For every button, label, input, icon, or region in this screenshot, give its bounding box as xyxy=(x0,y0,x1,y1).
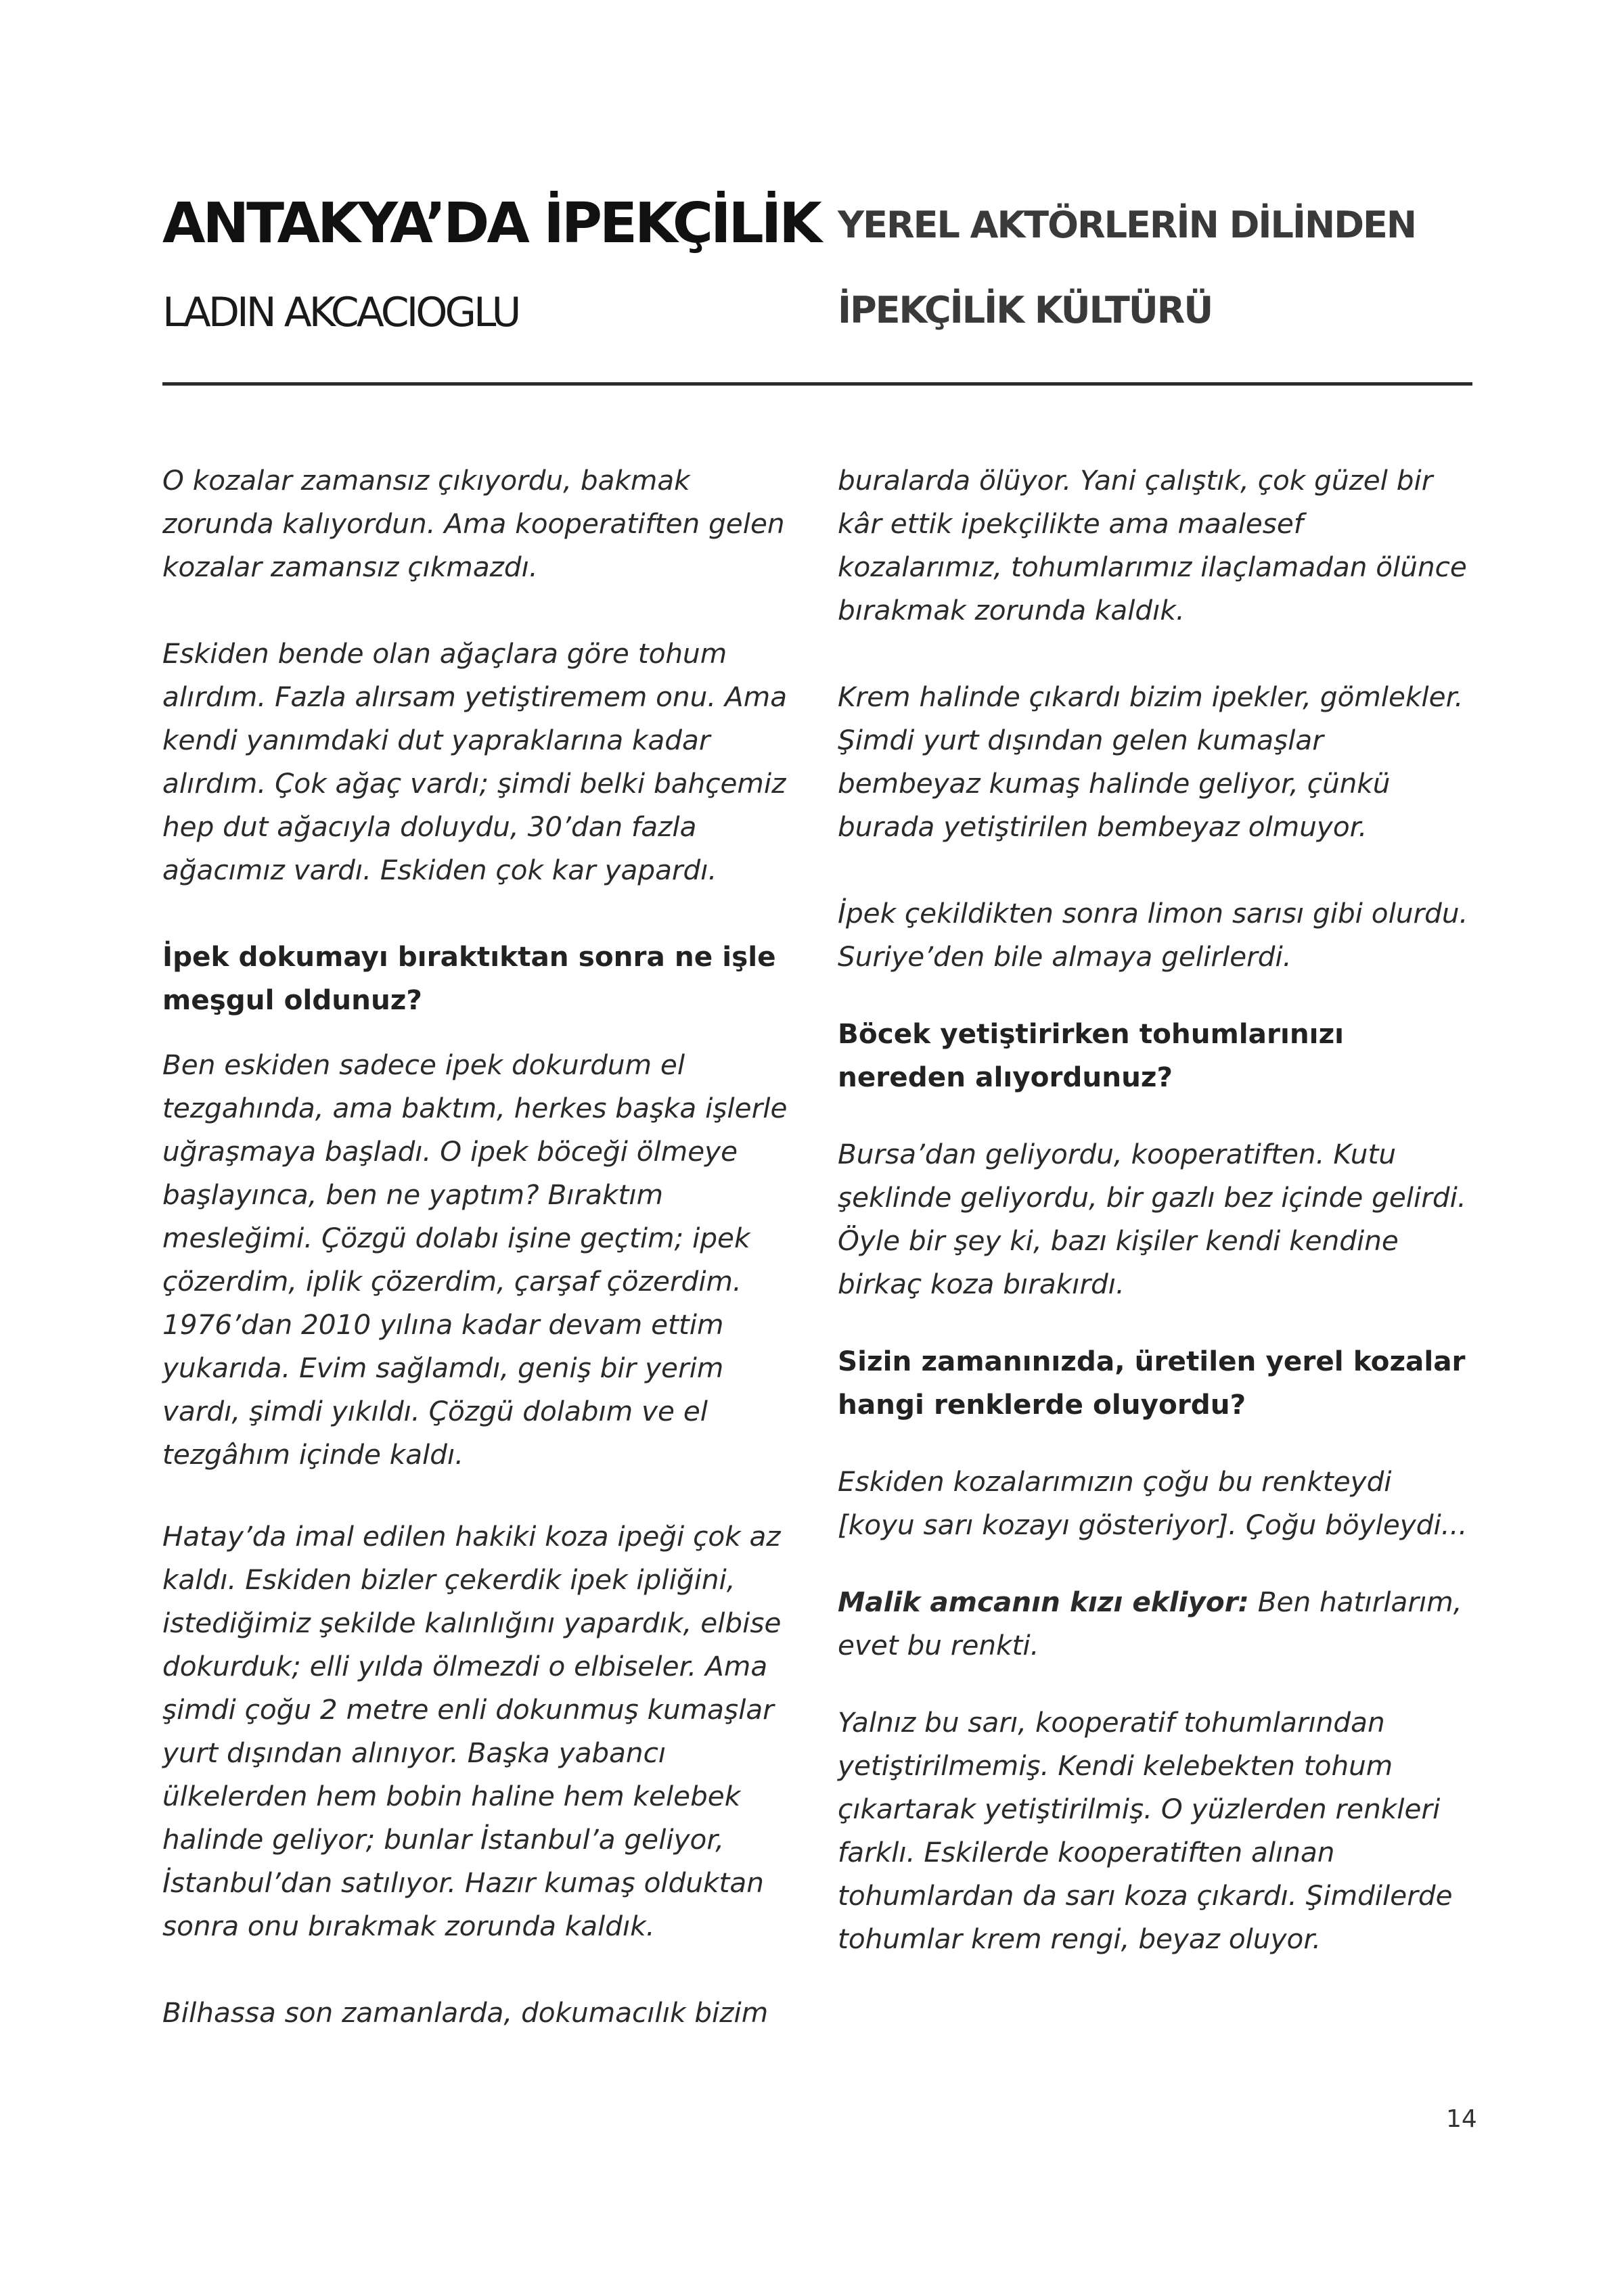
paragraph: Eskiden bende olan ağaçlara göre tohum alırdım. Fazla alırsam yetiştiremem onu. Ama kendi yanımdaki dut yapraklarına kadar alırdım. Çok ağaç vardı; şimdi belki bahçemiz hep dut ağacıyla doluydu, 30’dan fazla ağacımız vardı. Eskiden çok kar yapardı. xyxy=(162,637,788,886)
speaker-label: Malik amcanın kızı ekliyor: xyxy=(838,1586,1249,1618)
section-subtitle-line-1: YEREL AKTÖRLERİN DİLİNDEN xyxy=(838,204,1416,246)
interview-question: Böcek yetiştirirken tohumlarınızı nereden alıyordunuz? xyxy=(838,1017,1345,1093)
section-subtitle-line-2: İPEKÇİLİK KÜLTÜRÜ xyxy=(838,289,1213,331)
paragraph: Yalnız bu sarı, kooperatif tohumlarından yetiştirilmemiş. Kendi kelebekten tohum çıkartarak yetiştirilmiş. O yüzlerden renkleri farklı. Eskilerde kooperatiften alınan tohumlardan da sarı koza çıkardı. Şimdilerde tohumlar krem rengi, beyaz oluyor. xyxy=(838,1706,1453,1955)
page-number: 14 xyxy=(1446,2105,1477,2133)
paragraph: Bursa’dan geliyordu, kooperatiften. Kutu şeklinde geliyordu, bir gazlı bez içinde gelirdi. Öyle bir şey ki, bazı kişiler kendi kendine birkaç koza bırakırdı. xyxy=(838,1138,1466,1300)
speaker-text: Ben hatırlarım, evet bu renkti. xyxy=(838,1586,1462,1661)
article-title: ANTAKYA’DA İPEKÇİLİK xyxy=(162,191,819,256)
paragraph: O kozalar zamansız çıkıyordu, bakmak zorunda kalıyordun. Ama kooperatiften gelen kozalar zamansız çıkmazdı. xyxy=(162,464,785,583)
left-column xyxy=(162,459,798,2034)
interview-question: Sizin zamanınızda, üretilen yerel kozalar hangi renklerde oluyordu? xyxy=(838,1345,1466,1421)
paragraph xyxy=(838,1580,1472,1667)
author-name: LADIN AKCACIOGLU xyxy=(162,289,519,336)
paragraph: Eskiden kozalarımızın çoğu bu renkteydi [koyu sarı kozayı gösteriyor]. Çoğu böyleydi... xyxy=(838,1465,1468,1541)
paragraph: Krem halinde çıkardı bizim ipekler, gömlekler. Şimdi yurt dışından gelen kumaşlar bembeyaz kumaş halinde geliyor, çünkü burada yetiştirilen bembeyaz olmuyor. xyxy=(838,681,1464,843)
paragraph: Ben eskiden sadece ipek dokurdum el tezgahında, ama baktım, herkes başka işlerle uğraşmaya başladı. O ipek böceği ölmeye başlayınca, ben ne yaptım? Bıraktım mesleğimi. Çözgü dolabı işine geçtim; ipek çözerdim, iplik çözerdim, çarşaf çözerdim. 1976’dan 2010 yılına kadar devam ettim yukarıda. Evim sağlamdı, geniş bir yerim vardı, şimdi yıkıldı. Çözgü dolabım ve el tezgâhım içinde kaldı. xyxy=(162,1049,788,1471)
header-divider xyxy=(162,382,1472,386)
paragraph: Hatay’da imal edilen hakiki koza ipeği çok az kaldı. Eskiden bizler çekerdik ipek ipliğini, istediğimiz şekilde kalınlığını yapardık, elbise dokurduk; elli yılda ölmezdi o elbiseler. Ama şimdi çoğu 2 metre enli dokunmuş kumaşlar yurt dışından alınıyor. Başka yabancı ülkelerden hem bobin haline hem kelebek halinde geliyor; bunlar İstanbul’a geliyor, İstanbul’dan satılıyor. Hazır kumaş olduktan sonra onu bırakmak zorunda kaldık. xyxy=(162,1520,782,1942)
paragraph: buralarda ölüyor. Yani çalıştık, çok güzel bir kâr ettik ipekçilikte ama maalesef kozalarımız, tohumlarımız ilaçlamadan ölünce bırakmak zorunda kaldık. xyxy=(838,464,1467,626)
right-column xyxy=(838,459,1472,1960)
paragraph: Bilhassa son zamanlarda, dokumacılık bizim xyxy=(162,1996,769,2029)
interview-question: İpek dokumayı bıraktıktan sonra ne işle meşgul oldunuz? xyxy=(162,940,776,1016)
paragraph: İpek çekildikten sonra limon sarısı gibi olurdu. Suriye’den bile almaya gelirlerdi. xyxy=(838,897,1468,973)
